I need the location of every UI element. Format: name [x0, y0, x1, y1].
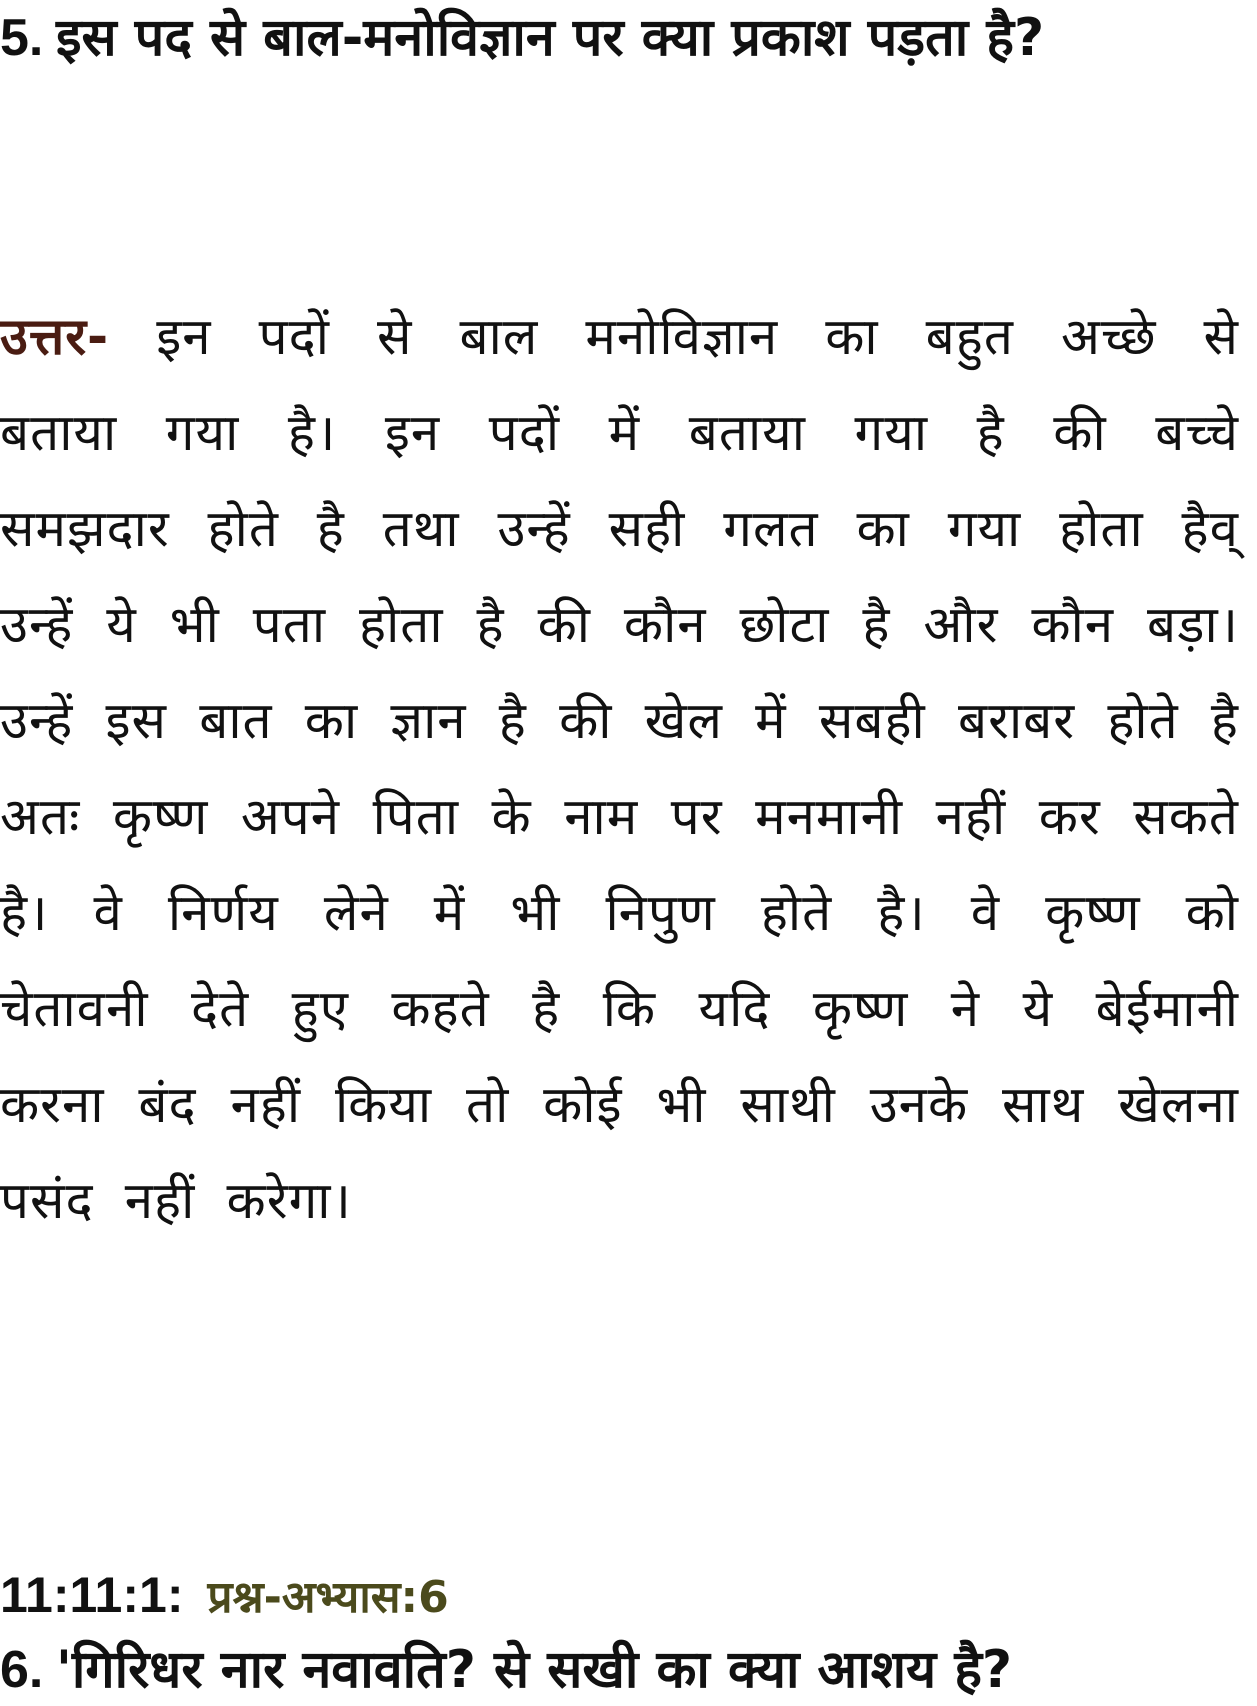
question-5 — [0, 0, 1239, 80]
question-text: 'गिरिधर नार नवावति? से सखी का क्या आशय है? — [56, 1640, 1013, 1700]
question-number: 5. — [0, 9, 44, 67]
section-heading — [0, 1565, 449, 1628]
question-6 — [0, 1634, 1239, 1706]
answer-text: इन पदों से बाल मनोविज्ञान का बहुत अच्छे से बताया गया है। इन पदों में बताया गया है की बच्चे समझदार होते है तथा उन्हें सही गलत का गया होता हैव् उन्हें ये भी पता होता है की कौन छोटा है और कौन बड़ा। उन्हें इस बात का ज्ञान है की खेल में सबही बराबर होते है अतः कृष्ण अपने पिता के नाम पर मनमानी नहीं कर सकते है। वे निर्णय लेने में भी निपुण होते है। वे कृष्ण को चेतावनी देते हुए कहते है कि यदि कृष्ण ने ये बेईमानी करना बंद नहीं किया तो कोई भी साथी उनके साथ खेलना पसंद नहीं करेगा। — [0, 308, 1239, 1231]
answer-label: उत्तर- — [0, 308, 110, 367]
question-number: 6. — [0, 1641, 44, 1699]
section-title: प्रश्न-अभ्यास:6 — [207, 1572, 449, 1623]
section-number: 11:11:1: — [0, 1567, 184, 1623]
answer-paragraph — [0, 290, 1239, 1250]
question-text: इस पद से बाल-मनोविज्ञान पर क्या प्रकाश पड़ता है? — [56, 8, 1045, 68]
